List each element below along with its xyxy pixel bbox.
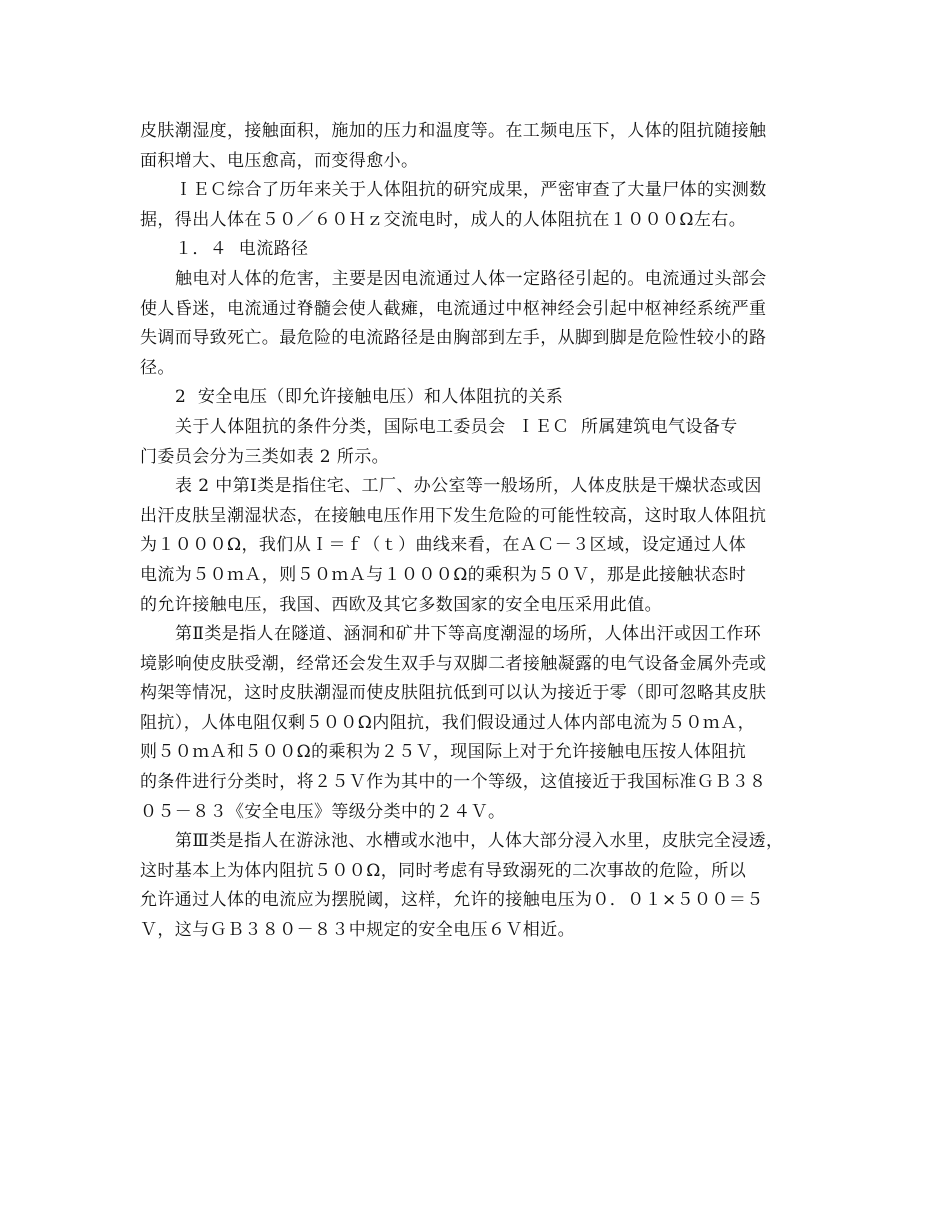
text-line: 的允许接触电压，我国、西欧及其它多数国家的安全电压采用此值。	[140, 594, 662, 615]
body-text	[140, 117, 820, 946]
paragraph-first-line: 第Ⅱ类是指人在隧道、涵洞和矿井下等高度潮湿的场所，人体出汗或因工作环	[175, 624, 762, 645]
text-line: 门委员会分为三类如表 2 所示。	[140, 446, 390, 467]
text-line: ０５－８３《安全电压》等级分类中的２４Ｖ。	[140, 801, 506, 822]
text-line: 使人昏迷，电流通过脊髓会使人截瘫，电流通过中枢神经会引起中枢神经系统严重	[140, 298, 767, 319]
paragraph-first-line: ＩＥＣ综合了历年来关于人体阻抗的研究成果，严密审查了大量尸体的实测数	[175, 180, 767, 201]
text-line: 允许通过人体的电流应为摆脱阈，这样，允许的接触电压为０．０１×５００＝５	[140, 890, 764, 911]
text-line: 的条件进行分类时，将２５Ｖ作为其中的一个等级，这值接近于我国标准ＧＢ３８	[140, 772, 767, 793]
text-line: 构架等情况，这时皮肤潮湿而使皮肤阻抗低到可以认为接近于零（即可忽略其皮肤	[140, 683, 767, 704]
paragraph-first-line: 触电对人体的危害，主要是因电流通过人体一定路径引起的。电流通过头部会	[175, 268, 767, 289]
text-line: 为１０００Ω，我们从Ｉ＝ｆ（ｔ）曲线来看，在ＡＣ－３区域，设定通过人体	[140, 535, 747, 556]
text-line: 电流为５０ｍＡ，则５０ｍＡ与１０００Ω的乘积为５０Ｖ，那是此接触状态时	[140, 564, 747, 585]
text-line: 境影响使皮肤受潮，经常还会发生双手与双脚二者接触凝露的电气设备金属外壳或	[140, 653, 767, 674]
text-line: 皮肤潮湿度，接触面积，施加的压力和温度等。在工频电压下，人体的阻抗随接触	[140, 121, 767, 141]
text-line: 则５０ｍＡ和５００Ω的乘积为２５Ｖ，现国际上对于允许接触电压按人体阻抗	[140, 742, 747, 763]
text-line: 失调而导致死亡。最危险的电流路径是由胸部到左手，从脚到脚是危险性较小的路	[140, 328, 767, 349]
text-line: 面积增大、电压愈高，而变得愈小。	[140, 150, 419, 171]
text-line: Ｖ，这与ＧＢ３８０－８３中规定的安全电压６Ｖ相近。	[140, 920, 575, 941]
text-line: 据，得出人体在５０／６０Ｈｚ交流电时，成人的人体阻抗在１０００Ω左右。	[140, 209, 747, 230]
paragraph-first-line: 关于人体阻抗的条件分类，国际电工委员会 ＩＥＣ 所属建筑电气设备专	[175, 416, 738, 437]
text-line: 出汗皮肤呈潮湿状态，在接触电压作用下发生危险的可能性较高，这时取人体阻抗	[140, 505, 767, 526]
text-line: 阻抗），人体电阻仅剩５００Ω内阻抗，我们假设通过人体内部电流为５０ｍＡ，	[140, 712, 755, 733]
paragraph-first-line: 表 2 中第Ⅰ类是指住宅、工厂、办公室等一般场所，人体皮肤是干燥状态或因	[175, 476, 762, 497]
paragraph-first-line: 第Ⅲ类是指人在游泳池、水槽或水池中，人体大部分浸入水里，皮肤完全浸透，	[175, 831, 784, 852]
text-line: 径。	[140, 357, 175, 378]
section-heading: １．４ 电流路径	[175, 239, 309, 260]
text-line: 这时基本上为体内阻抗５００Ω，同时考虑有导致溺死的二次事故的危险，所以	[140, 860, 747, 881]
section-heading: 2 安全电压（即允许接触电压）和人体阻抗的关系	[175, 387, 564, 408]
